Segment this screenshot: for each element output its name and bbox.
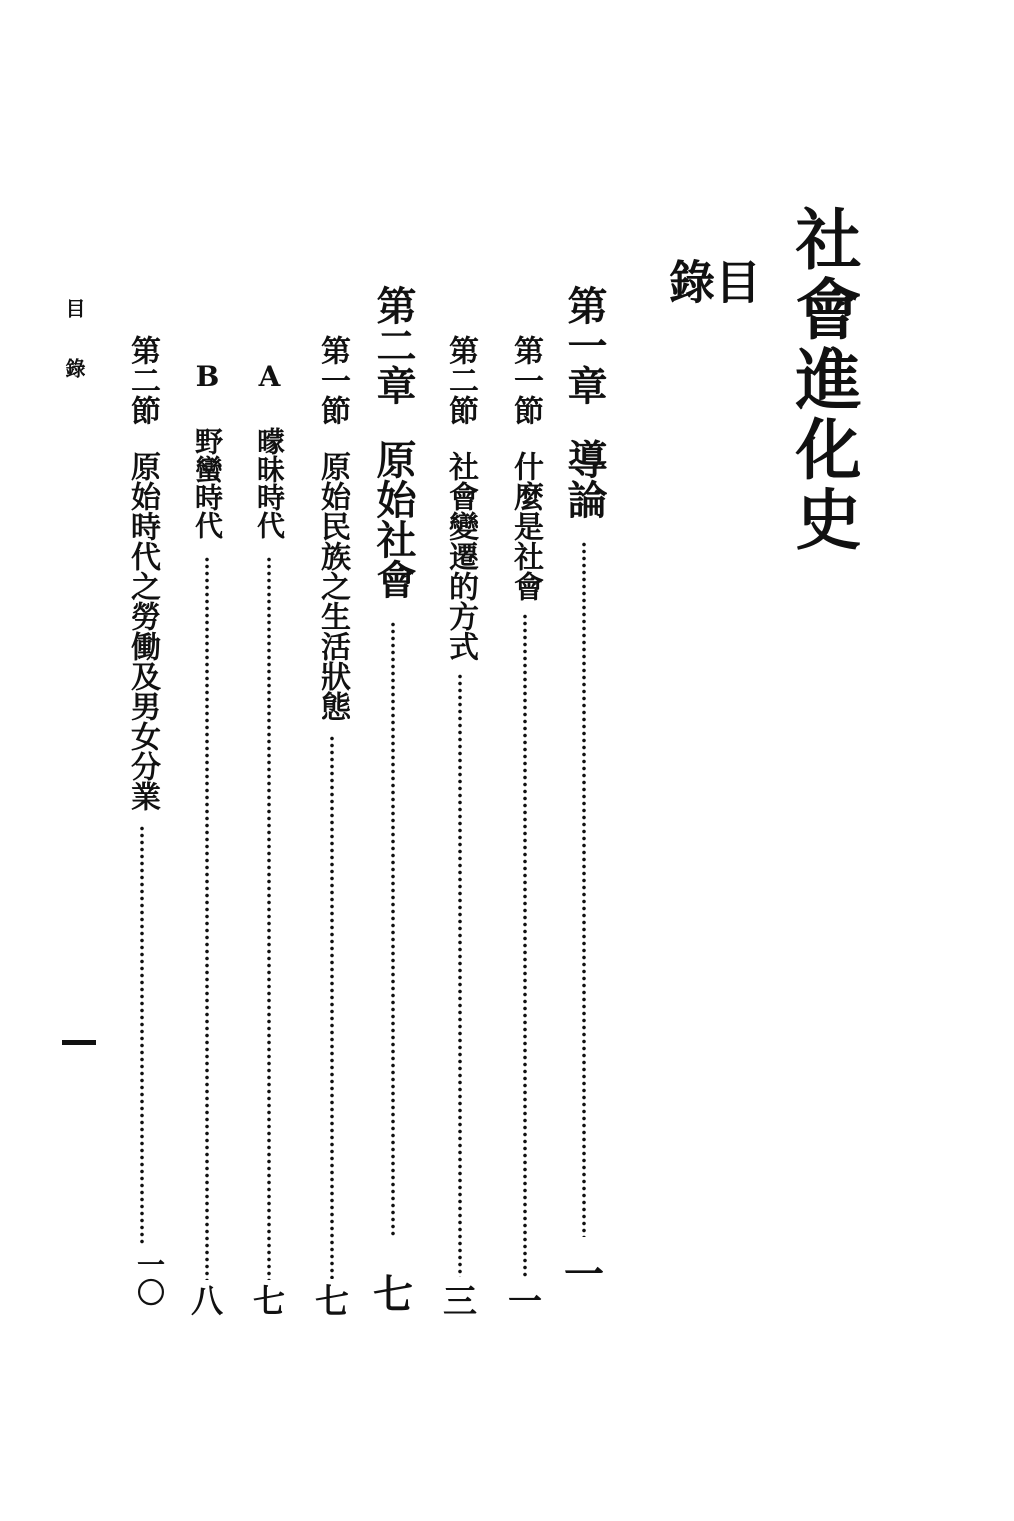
section-title: 社會變遷的方式 xyxy=(443,451,478,661)
toc-entry-label xyxy=(503,335,547,601)
sub-marker: B xyxy=(191,360,224,393)
toc-entry-section-2-2[interactable] xyxy=(120,335,164,1335)
toc-entry-label xyxy=(310,335,354,721)
toc-entry-label xyxy=(562,285,606,519)
dot-leader xyxy=(458,673,462,1277)
section-title: 什麼是社會 xyxy=(508,451,543,601)
dot-leader xyxy=(523,613,527,1277)
page-number: 七 xyxy=(252,1282,285,1320)
toc-heading-char-2: 錄 xyxy=(662,258,716,360)
page-folio-mark xyxy=(62,1040,96,1045)
page-number: 三 xyxy=(443,1282,477,1322)
page-number: 七 xyxy=(373,1271,413,1318)
chapter-title: 原始社會 xyxy=(370,439,417,599)
toc-heading-char-1: 目 xyxy=(708,258,762,360)
dot-leader xyxy=(205,556,209,1280)
chapter-title: 導論 xyxy=(561,439,608,519)
sub-marker: A xyxy=(253,360,286,393)
toc-entry-label xyxy=(120,335,164,811)
section-marker: 第二節 xyxy=(443,335,478,425)
running-head: 目錄 xyxy=(62,298,86,418)
page-number: 七 xyxy=(315,1282,349,1322)
toc-entry-sub-a[interactable] xyxy=(247,360,291,1335)
page-number: 八 xyxy=(190,1282,223,1320)
page-number: 一 xyxy=(508,1282,542,1322)
chapter-marker: 第一章 xyxy=(561,285,608,405)
section-title: 原始時代之勞働及男女分業 xyxy=(125,451,160,811)
toc-entry-label xyxy=(371,285,415,599)
page-number: 一〇 xyxy=(133,1250,166,1306)
toc-entry-sub-b[interactable] xyxy=(185,360,229,1335)
toc-entry-label xyxy=(247,360,291,539)
sub-title: 曚昧時代 xyxy=(253,427,286,539)
section-title: 原始民族之生活狀態 xyxy=(315,451,350,721)
toc-entry-label xyxy=(185,360,229,539)
toc-entry-chapter-1[interactable] xyxy=(562,285,606,1335)
section-marker: 第二節 xyxy=(125,335,160,425)
sub-title: 野蠻時代 xyxy=(191,427,224,539)
dot-leader xyxy=(330,735,334,1279)
dot-leader xyxy=(140,825,144,1245)
toc-entry-section-1-2[interactable] xyxy=(438,335,482,1335)
section-marker: 第一節 xyxy=(315,335,350,425)
toc-entry-section-1-1[interactable] xyxy=(503,335,547,1335)
chapter-marker: 第二章 xyxy=(370,285,417,405)
toc-entry-chapter-2[interactable] xyxy=(371,285,415,1335)
dot-leader xyxy=(582,541,586,1237)
toc-entry-section-2-1[interactable] xyxy=(310,335,354,1335)
dot-leader xyxy=(391,621,395,1237)
toc-entry-label xyxy=(438,335,482,661)
book-title: 社會進化史 xyxy=(784,205,862,555)
toc-heading xyxy=(662,258,762,360)
page-number: 一 xyxy=(564,1251,604,1298)
section-marker: 第一節 xyxy=(508,335,543,425)
dot-leader xyxy=(267,556,271,1280)
